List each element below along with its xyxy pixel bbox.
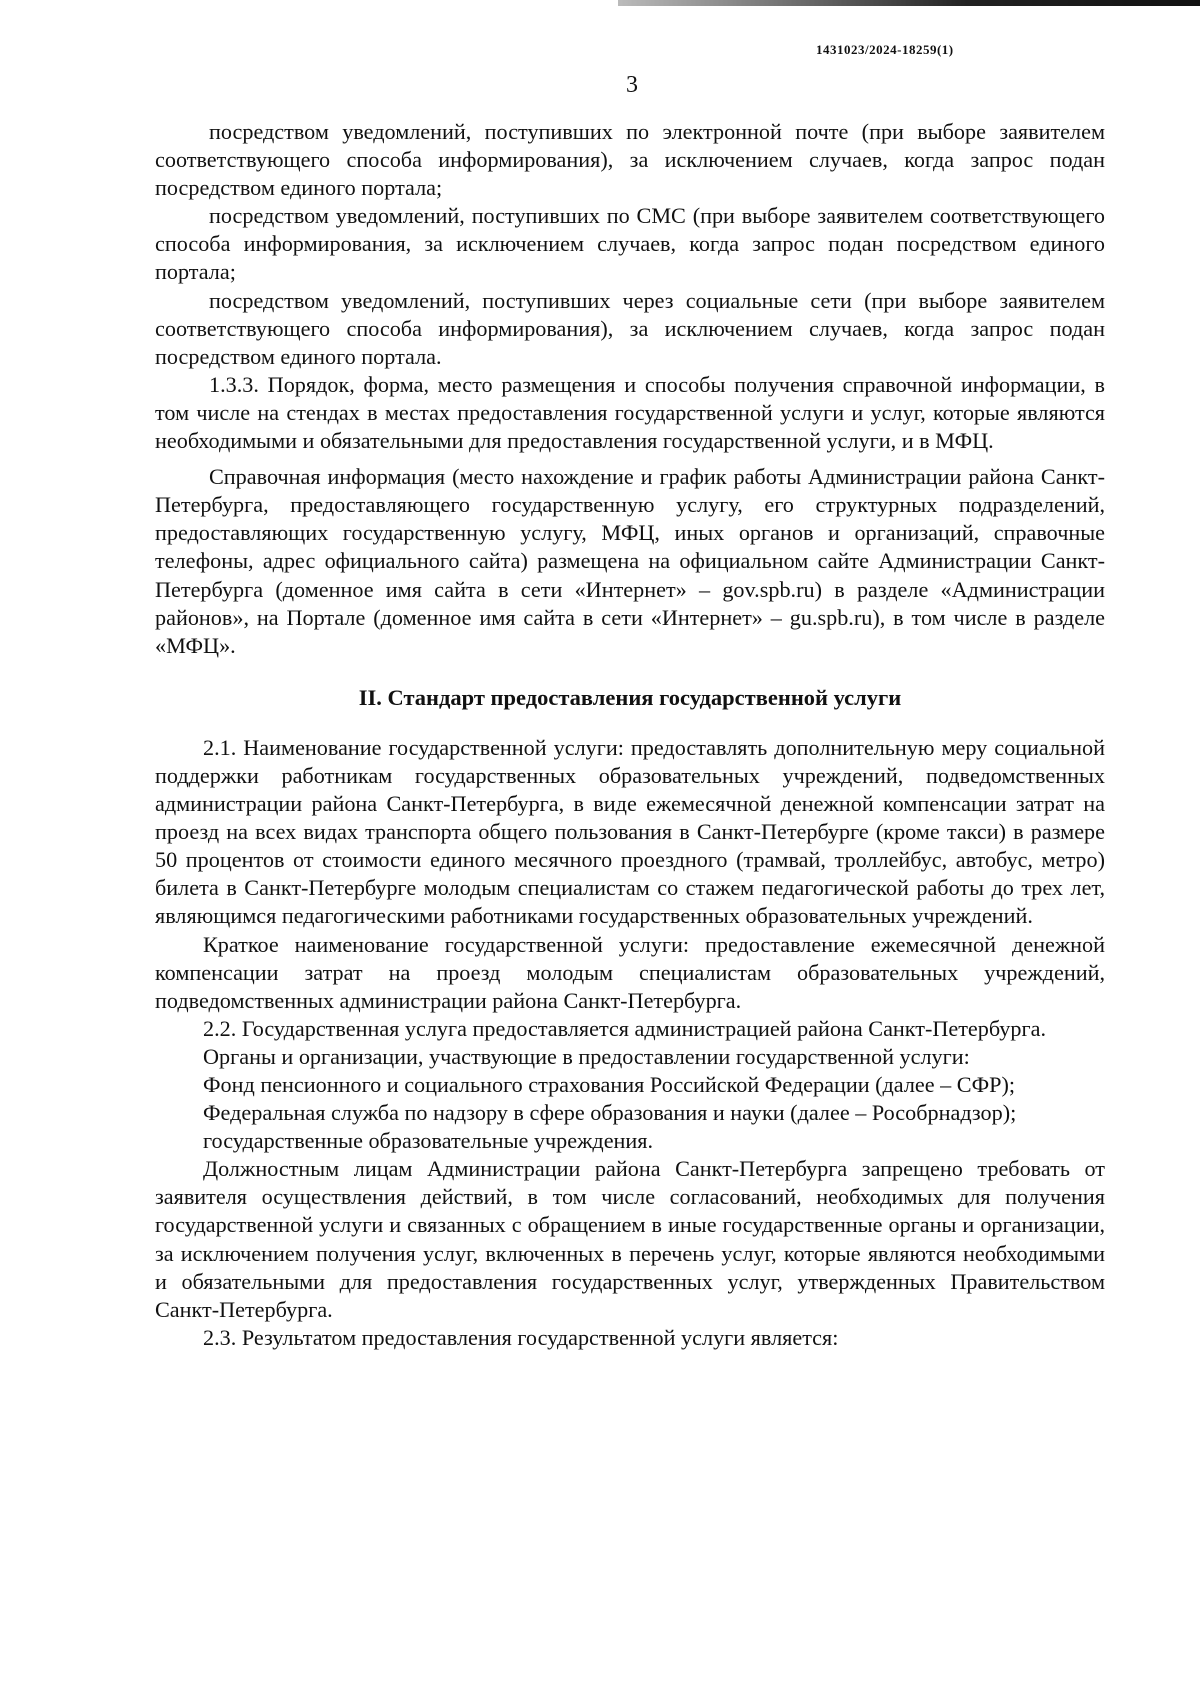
paragraph-email-notifications: посредством уведомлений, поступивших по электронной почте (при выборе заявителем соответствующего способа информирования), за исключением случаев, когда запрос подан посредством единого портала; [155,119,1105,201]
paragraph-2-2: 2.2. Государственная услуга предоставляется администрацией района Санкт-Петербурга. [203,1015,1046,1041]
page-number: 3 [626,72,638,98]
paragraph-2-1: 2.1. Наименование государственной услуги: предоставлять дополнительную меру социальной поддержки работникам государственных образовательных учреждений, подведомственных администрации района Санкт-Петербурга, в виде ежемесячной денежной компенсации затрат на проезд на всех видах транспорта общего пользования в Санкт-Петербурге (кроме такси) в размере 50 процентов от стоимости единого месячного проездного (трамвай, троллейбус, автобус, метро) билета в Санкт-Петербурге молодым специалистам со стажем педагогической работы до трех лет, являющимся педагогическими работниками государственных образовательных учреждений. [155,734,1105,929]
paragraph-officials-prohibition: Должностным лицам Администрации района Санкт-Петербурга запрещено требовать от заявителя осуществления действий, в том числе согласований, необходимых для получения государственной услуги и связанных с обращением в иные государственные органы и организации, за исключением получения услуг, включенных в перечень услуг, которые являются необходимыми и обязательными для предоставления государственных услуг, утвержденных Правительством Санкт-Петербурга. [155,1156,1105,1322]
paragraph-2-3: 2.3. Результатом предоставления государственной услуги является: [203,1324,839,1350]
paragraph-rosobrnadzor: Федеральная служба по надзору в сфере образования и науки (далее – Рособрнадзор); [203,1100,1017,1126]
top-border-line [618,0,1200,6]
paragraph-educational-institutions: государственные образовательные учреждения. [203,1128,654,1154]
paragraph-participating-bodies: Органы и организации, участвующие в предоставлении государственной услуги: [203,1043,970,1069]
paragraph-social-notifications: посредством уведомлений, поступивших через социальные сети (при выборе заявителем соответствующего способа информирования), за исключением случаев, когда запрос подан посредством единого портала. [155,287,1105,369]
document-body [155,118,1105,1352]
paragraph-sms-notifications: посредством уведомлений, поступивших по СМС (при выборе заявителем соответствующего способа информирования, за исключением случаев, когда запрос подан посредством единого портала; [155,203,1105,285]
paragraph-short-name: Краткое наименование государственной услуги: предоставление ежемесячной денежной компенсации затрат на проезд молодым специалистам образовательных учреждений, подведомственных администрации района Санкт-Петербурга. [155,931,1105,1013]
paragraph-sfr: Фонд пенсионного и социального страхования Российской Федерации (далее – СФР); [203,1072,1016,1097]
document-number: 1431023/2024-18259(1) [816,42,954,57]
paragraph-reference-info: Справочная информация (место нахождение и график работы Администрации района Санкт-Петербурга, предоставляющего государственную услугу, его структурных подразделений, предоставляющих государственную услугу, МФЦ, иных органов и организаций, справочные телефоны, адрес официального сайта) размещена на официальном сайте Администрации Санкт-Петербурга (доменное имя сайта в сети «Интернет» – gov.spb.ru) в разделе «Администрации районов», на Портале (доменное имя сайта в сети «Интернет» – gu.spb.ru), в том числе в разделе «МФЦ». [155,464,1105,658]
paragraph-1-3-3: 1.3.3. Порядок, форма, место размещения и способы получения справочной информации, в том числе на стендах в местах предоставления государственной услуги и услуг, которые являются необходимыми и обязательными для предоставления государственной услуги, и в МФЦ. [155,371,1105,454]
section-title: II. Стандарт предоставления государственной услуги [358,684,902,710]
